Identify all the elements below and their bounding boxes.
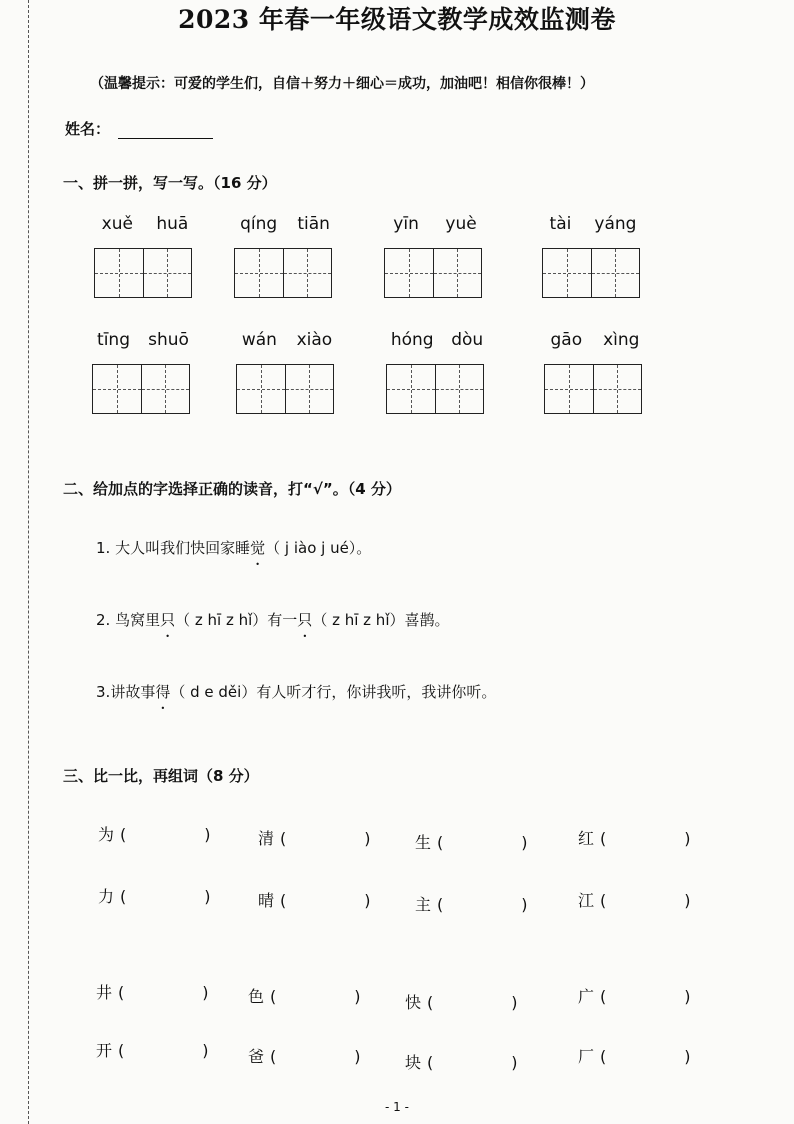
page-number: - 1 - [385, 1100, 409, 1114]
pinyin: xìng [603, 330, 640, 350]
word-blank[interactable]: 为 ( ) [98, 822, 211, 845]
pinyin: dòu [451, 330, 484, 350]
pinyin: xiào [296, 330, 333, 350]
word-blank[interactable]: 色 ( ) [248, 984, 361, 1007]
section1-heading: 一、拼一拼，写一写。（16 分） [63, 174, 277, 192]
pinyin-group-1 [90, 214, 200, 298]
word-char: 主 [415, 895, 432, 914]
pinyin-group-5 [88, 330, 198, 414]
word-char: 江 [578, 891, 595, 910]
question-3 [96, 681, 496, 702]
word-blank[interactable]: 晴 ( ) [258, 888, 371, 911]
tianzige-box[interactable] [542, 248, 640, 298]
word-blank[interactable]: 开 ( ) [96, 1038, 209, 1061]
dotted-char: 只 [160, 611, 176, 629]
pinyin: xuě [101, 214, 133, 234]
pinyin: gāo [550, 330, 583, 350]
word-char: 晴 [258, 891, 275, 910]
dotted-char: 觉 [250, 539, 266, 557]
pinyin: yīn [393, 214, 419, 234]
pinyin: tīng [97, 330, 131, 350]
tianzige-box[interactable] [384, 248, 482, 298]
pinyin-group-8 [540, 330, 650, 414]
dotted-char: 只 [297, 611, 313, 629]
word-char: 爸 [248, 1047, 265, 1066]
word-blank[interactable]: 生 ( ) [415, 830, 528, 853]
pinyin-group-2 [230, 214, 340, 298]
question-number: 1. [96, 539, 111, 557]
section2-heading: 二、给加点的字选择正确的读音，打“√”。（4 分） [63, 480, 401, 498]
word-char: 厂 [578, 1047, 595, 1066]
tianzige-box[interactable] [386, 364, 484, 414]
pinyin-group-7 [382, 330, 492, 414]
word-blank[interactable]: 井 ( ) [96, 980, 209, 1003]
question-number: 2. [96, 611, 111, 629]
dotted-char: 得 [155, 683, 171, 701]
word-char: 力 [98, 887, 115, 906]
name-field [65, 118, 213, 139]
pinyin: qíng [240, 214, 278, 234]
question-number: 3. [96, 683, 111, 701]
word-char: 开 [96, 1041, 113, 1060]
word-blank[interactable]: 红 ( ) [578, 826, 691, 849]
word-char: 广 [578, 987, 595, 1006]
pinyin-options[interactable]: （ z hī z hǐ）喜鹊。 [312, 611, 450, 629]
tianzige-box[interactable] [94, 248, 192, 298]
tianzige-box[interactable] [234, 248, 332, 298]
word-char: 快 [405, 993, 422, 1012]
page-title: 2023 年春一年级语文教学成效监测卷 [178, 5, 616, 34]
word-blank[interactable]: 江 ( ) [578, 888, 691, 911]
section3-heading: 三、比一比，再组词（8 分） [63, 767, 259, 785]
pinyin-group-3 [380, 214, 490, 298]
word-char: 生 [415, 833, 432, 852]
word-char: 色 [248, 987, 265, 1006]
pinyin: huā [156, 214, 189, 234]
question-text: 大人叫我们快回家睡 [115, 539, 251, 557]
pinyin-options[interactable]: （ j iào j ué）。 [265, 539, 372, 557]
word-char: 清 [258, 829, 275, 848]
name-label: 姓名： [65, 120, 111, 138]
pinyin: yuè [445, 214, 477, 234]
pinyin: tài [549, 214, 572, 234]
word-char: 红 [578, 829, 595, 848]
tip-text: （温馨提示：可爱的学生们，自信＋努力＋细心＝成功，加油吧！相信你很棒！） [90, 76, 594, 92]
word-blank[interactable]: 爸 ( ) [248, 1044, 361, 1067]
pinyin: hóng [390, 330, 434, 350]
word-blank[interactable]: 快 ( ) [405, 990, 518, 1013]
tianzige-box[interactable] [236, 364, 334, 414]
question-2 [96, 609, 449, 630]
pinyin: tiān [297, 214, 330, 234]
pinyin-group-4 [538, 214, 648, 298]
pinyin: yáng [594, 214, 637, 234]
question-text: 讲故事 [110, 683, 156, 701]
word-char: 井 [96, 983, 113, 1002]
word-char: 为 [98, 825, 115, 844]
pinyin-options[interactable]: （ z hī z hǐ）有一 [175, 611, 298, 629]
question-text: 鸟窝里 [115, 611, 161, 629]
word-blank[interactable]: 块 ( ) [405, 1050, 518, 1073]
word-blank[interactable]: 力 ( ) [98, 884, 211, 907]
word-blank[interactable]: 厂 ( ) [578, 1044, 691, 1067]
question-1 [96, 537, 371, 558]
word-blank[interactable]: 主 ( ) [415, 892, 528, 915]
pinyin-options[interactable]: （ d e děi）有人听才行，你讲我听，我讲你听。 [170, 683, 497, 701]
pinyin-group-6 [232, 330, 342, 414]
pinyin: shuō [148, 330, 189, 350]
word-blank[interactable]: 清 ( ) [258, 826, 371, 849]
word-blank[interactable]: 广 ( ) [578, 984, 691, 1007]
tianzige-box[interactable] [544, 364, 642, 414]
word-char: 块 [405, 1053, 422, 1072]
binding-margin-line [28, 0, 29, 1124]
pinyin: wán [241, 330, 277, 350]
tianzige-box[interactable] [92, 364, 190, 414]
name-blank[interactable] [118, 124, 213, 139]
